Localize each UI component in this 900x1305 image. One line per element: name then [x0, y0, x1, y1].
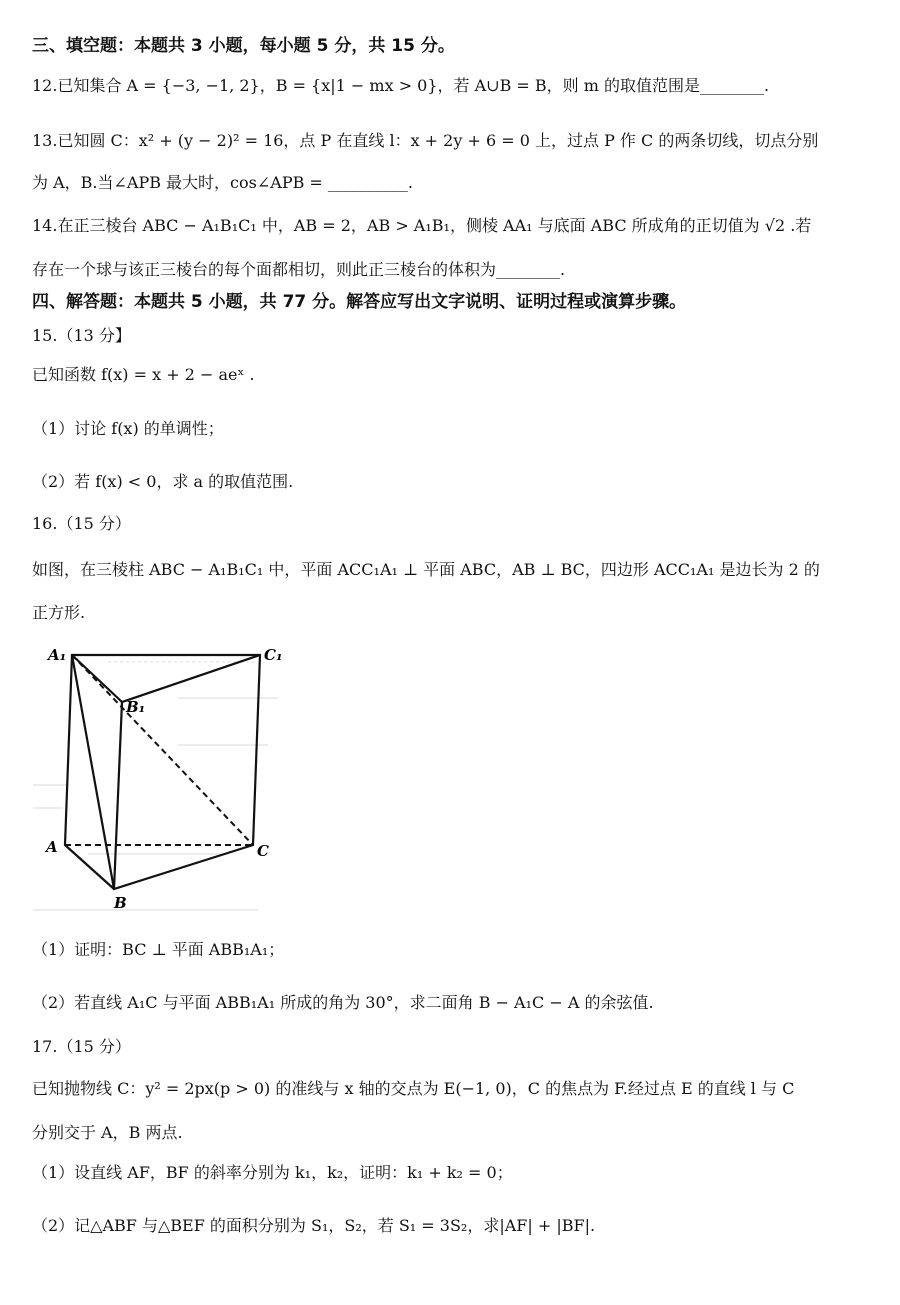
edge-BC	[114, 845, 253, 889]
prism-figure	[28, 640, 318, 920]
section4-header: 四、解答题：本题共 5 小题，共 77 分。解答应写出文字说明、证明过程或演算步骤。	[32, 292, 687, 312]
question-15-title: 15.（13 分】	[32, 326, 131, 345]
section3-header: 三、填空题：本题共 3 小题，每小题 5 分，共 15 分。	[32, 36, 455, 56]
question-16-title: 16.（15 分）	[32, 514, 131, 533]
question-13-line2: 为 A，B.当∠APB 最大时，cos∠APB = __________.	[32, 173, 414, 192]
question-13-line1: 13.已知圆 C：x² + (y − 2)² = 16，点 P 在直线 l：x + 2y + 6 = 0 上，过点 P 作 C 的两条切线，切点分别	[32, 131, 819, 150]
edge-A1C	[72, 655, 253, 845]
edge-CC1	[253, 655, 260, 845]
question-16-line1: 如图，在三棱柱 ABC − A₁B₁C₁ 中，平面 ACC₁A₁ ⊥ 平面 ABC，AB ⊥ BC，四边形 ACC₁A₁ 是边长为 2 的	[32, 560, 820, 579]
question-17-line1: 已知抛物线 C：y² = 2px(p > 0) 的准线与 x 轴的交点为 E(−1, 0)，C 的焦点为 F.经过点 E 的直线 l 与 C	[32, 1079, 795, 1098]
label-A: A	[46, 838, 58, 856]
label-C1: C₁	[264, 646, 283, 664]
label-A1: A₁	[48, 646, 67, 664]
label-C: C	[257, 842, 269, 860]
edge-B1C1	[122, 655, 260, 702]
question-14-line1: 14.在正三棱台 ABC − A₁B₁C₁ 中，AB = 2，AB > A₁B₁，侧棱 AA₁ 与底面 ABC 所成角的正切值为 √2 .若	[32, 216, 812, 235]
question-15-part1: （1）讨论 f(x) 的单调性；	[32, 419, 224, 438]
question-17-part2: （2）记△ABF 与△BEF 的面积分别为 S₁，S₂，若 S₁ = 3S₂，求|AF| + |BF|.	[32, 1216, 596, 1235]
question-17-title: 17.（15 分）	[32, 1037, 131, 1056]
edge-BB1	[114, 702, 122, 889]
question-15-stem: 已知函数 f(x) = x + 2 − aeˣ .	[32, 365, 255, 384]
label-B: B	[114, 894, 127, 912]
question-16-line2: 正方形.	[32, 603, 86, 622]
question-17-line2: 分别交于 A，B 两点.	[32, 1123, 183, 1142]
question-15-part2: （2）若 f(x) < 0，求 a 的取值范围.	[32, 472, 294, 491]
dashed-edges	[65, 655, 253, 845]
question-14-line2: 存在一个球与该正三棱台的每个面都相切，则此正三棱台的体积为________.	[32, 260, 566, 279]
label-B1: B₁	[126, 698, 146, 716]
question-16-part2: （2）若直线 A₁C 与平面 ABB₁A₁ 所成的角为 30°，求二面角 B − A₁C − A 的余弦值.	[32, 993, 654, 1012]
prism-diagram	[28, 640, 318, 920]
edge-AA1	[65, 655, 72, 845]
question-16-part1: （1）证明：BC ⊥ 平面 ABB₁A₁；	[32, 940, 285, 959]
question-12: 12.已知集合 A = {−3, −1, 2}，B = {x|1 − mx > 0}，若 A∪B = B，则 m 的取值范围是________.	[32, 76, 770, 95]
question-17-part1: （1）设直线 AF，BF 的斜率分别为 k₁，k₂，证明：k₁ + k₂ = 0；	[32, 1163, 513, 1182]
